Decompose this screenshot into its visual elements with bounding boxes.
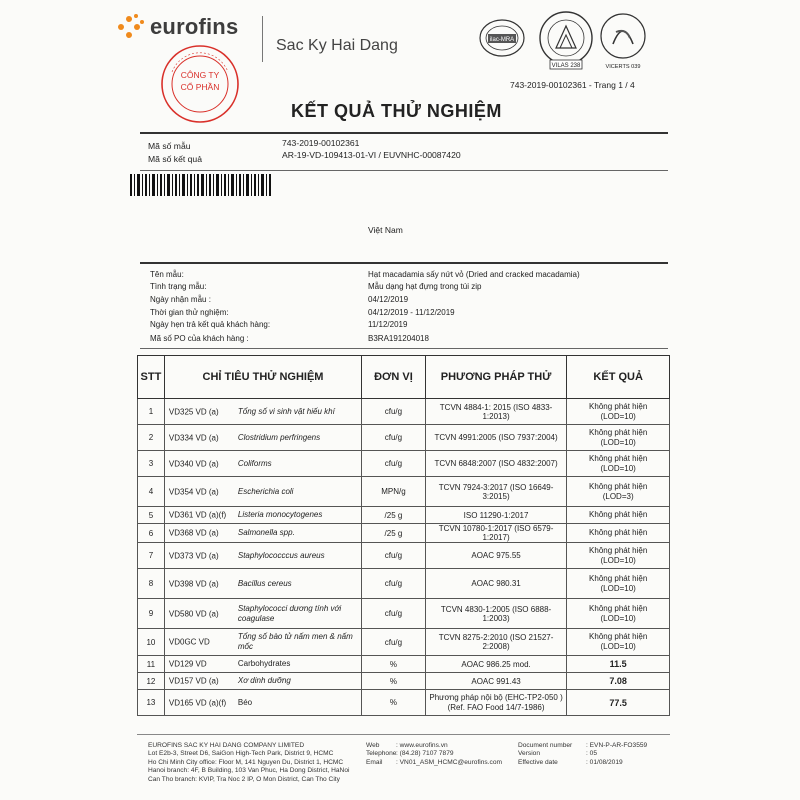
web-label: Web	[366, 742, 380, 749]
indicator-code: VD580 VD (a)	[168, 609, 219, 618]
header-indicator: CHỈ TIÊU THỬ NGHIỆM	[164, 356, 361, 399]
accreditation-seals	[478, 8, 648, 76]
row-indicator	[164, 569, 361, 599]
row-result	[567, 629, 670, 656]
indicator-code: VD398 VD (a)	[168, 579, 219, 588]
address-line-1: Lot E2b-3, Street D6, SaiGon High-Tech Park, District 9, HCMC	[148, 750, 334, 758]
stamp-line-2: CỔ PHẦN	[180, 82, 220, 92]
sample-code-value: 743-2019-00102361	[282, 138, 360, 148]
result-line-2: (LOD=10)	[600, 555, 636, 565]
sample-code-label: Mã số mẫu	[148, 141, 191, 151]
result-line-2: (LOD=10)	[600, 463, 636, 473]
footer-doc-labels	[518, 742, 572, 767]
table-row	[138, 599, 670, 629]
indicator-name: Escherichia coli	[237, 486, 294, 496]
telephone-label: Telephone	[366, 750, 397, 758]
row-method: ISO 11290-1:2017	[425, 507, 567, 524]
result-line-2: (LOD=3)	[602, 491, 634, 501]
email-value: : VN01_ASM_HCMC@eurofins.com	[396, 758, 502, 766]
info-label: Ngày nhận mẫu :	[150, 295, 211, 304]
indicator-name: Béo	[237, 697, 253, 707]
header-unit: ĐƠN VỊ	[362, 356, 426, 399]
info-row	[150, 270, 660, 280]
table-row	[138, 507, 670, 524]
row-result: 77.5	[567, 690, 670, 716]
indicator-code: VD340 VD (a)	[168, 459, 219, 468]
document-number-value: : EVN-P-AR-FO3559	[586, 742, 648, 749]
info-value: B3RA191204018	[368, 334, 429, 343]
row-method	[425, 690, 567, 716]
row-stt: 1	[138, 399, 165, 425]
barcode	[130, 174, 272, 196]
result-line-1: Không phát hiện	[589, 427, 648, 437]
footer-divider	[137, 734, 670, 735]
row-unit: cfu/g	[362, 425, 426, 451]
row-unit: %	[362, 656, 426, 673]
row-stt: 5	[138, 507, 165, 524]
table-row	[138, 451, 670, 477]
result-line-2: (LOD=10)	[600, 613, 636, 623]
indicator-name: Carbohydrates	[237, 659, 291, 668]
row-method: TCVN 6848:2007 (ISO 4832:2007)	[425, 451, 567, 477]
row-method: AOAC 986.25 mod.	[425, 656, 567, 673]
row-indicator	[164, 543, 361, 569]
table-row	[138, 399, 670, 425]
method-line-1: Phương pháp nội bộ (EHC-TP2-050 )	[429, 692, 563, 702]
indicator-code: VD361 VD (a)(f)	[168, 510, 227, 520]
sample-info-box	[140, 262, 668, 349]
effective-date-label: Effective date	[518, 758, 558, 766]
info-value: 04/12/2019	[368, 295, 409, 304]
table-row	[138, 673, 670, 690]
table-row	[138, 425, 670, 451]
indicator-name: Tổng số bào tử nấm men & nấm mốc	[237, 632, 353, 651]
vicerts-seal-text: VICERTS 039	[605, 64, 641, 70]
result-line-1: Không phát hiện	[589, 545, 648, 555]
row-result: 11.5	[567, 656, 670, 673]
indicator-code: VD373 VD (a)	[168, 551, 219, 560]
row-stt: 6	[138, 524, 165, 543]
company-name: EUROFINS SAC KY HAI DANG COMPANY LIMITED	[148, 742, 305, 749]
header-method: PHƯƠNG PHÁP THỬ	[425, 356, 567, 399]
row-method: TCVN 8275-2:2010 (ISO 21527-2:2008)	[425, 629, 567, 656]
result-line-2: (LOD=10)	[600, 437, 636, 447]
indicator-name: Staphylococci dương tính với coagulase	[237, 603, 342, 623]
row-indicator	[164, 599, 361, 629]
row-unit: cfu/g	[362, 569, 426, 599]
row-result: 7.08	[567, 673, 670, 690]
result-line-1: Không phát hiện	[589, 573, 648, 583]
info-row	[150, 295, 660, 305]
row-method: AOAC 975.55	[425, 543, 567, 569]
footer-contact-labels	[366, 742, 396, 767]
info-label: Mã số PO của khách hàng :	[150, 334, 249, 343]
row-method: TCVN 4884-1: 2015 (ISO 4833-1:2013)	[425, 399, 567, 425]
row-method: TCVN 4830-1:2005 (ISO 6888-1:2003)	[425, 599, 567, 629]
result-line-1: Không phát hiện	[589, 603, 648, 613]
company-stamp	[158, 42, 242, 126]
row-indicator	[164, 524, 361, 543]
row-method: AOAC 991.43	[425, 673, 567, 690]
table-header-row	[138, 356, 670, 399]
result-line-1: Không phát hiện	[589, 453, 648, 463]
row-indicator	[164, 477, 361, 507]
header-result: KẾT QUẢ	[567, 356, 670, 399]
method-line-2: (Ref. FAO Food 14/7-1986)	[447, 702, 545, 712]
info-row	[150, 320, 660, 330]
row-method: TCVN 10780-1:2017 (ISO 6579-1:2017)	[425, 524, 567, 543]
vicerts-seal	[601, 14, 645, 70]
country: Việt Nam	[368, 225, 403, 235]
sub-brand: Sac Ky Hai Dang	[276, 37, 398, 54]
row-stt: 11	[138, 656, 165, 673]
row-method: AOAC 980.31	[425, 569, 567, 599]
table-row	[138, 477, 670, 507]
row-result	[567, 477, 670, 507]
result-line-2: (LOD=10)	[600, 583, 636, 593]
indicator-name: Clostridium perfringens	[237, 432, 321, 442]
result-line-1: Không phát hiện	[589, 632, 648, 641]
indicator-name: Xơ dinh dưỡng	[237, 676, 291, 685]
header-stt: STT	[138, 356, 165, 399]
info-row	[150, 334, 660, 344]
row-indicator	[164, 425, 361, 451]
address-line-3: Hanoi branch: 4F, B Building, 103 Van Phuc, Ha Dong District, HaNoi	[148, 767, 350, 775]
row-result	[567, 569, 670, 599]
vilas-seal	[540, 12, 592, 69]
info-value: 04/12/2019 - 11/12/2019	[368, 308, 455, 317]
row-indicator	[164, 673, 361, 690]
row-indicator	[164, 451, 361, 477]
vilas-seal-text: VILAS 238	[551, 63, 581, 69]
row-indicator	[164, 507, 361, 524]
info-label: Ngày hẹn trả kết quả khách hàng:	[150, 320, 271, 329]
result-line-2: (LOD=10)	[600, 642, 636, 651]
indicator-code: VD157 VD (a)	[168, 676, 219, 686]
row-unit: %	[362, 673, 426, 690]
row-indicator	[164, 399, 361, 425]
web-value: : www.eurofins.vn	[396, 742, 448, 749]
table-row	[138, 543, 670, 569]
version-label: Version	[518, 750, 540, 758]
table-row	[138, 690, 670, 716]
row-unit: cfu/g	[362, 451, 426, 477]
result-line-1: Không phát hiện	[589, 510, 648, 519]
report-title: KẾT QUẢ THỬ NGHIỆM	[291, 101, 502, 121]
results-table	[137, 355, 670, 716]
email-label: Email	[366, 758, 383, 766]
result-line-1: Không phát hiện	[589, 401, 648, 411]
info-label: Thời gian thử nghiệm:	[150, 308, 229, 317]
row-result	[567, 599, 670, 629]
row-stt: 10	[138, 629, 165, 656]
info-row	[150, 308, 660, 318]
indicator-code: VD325 VD (a)	[168, 407, 219, 416]
indicator-name: Staphylococccus aureus	[237, 550, 325, 560]
row-unit: MPN/g	[362, 477, 426, 507]
row-stt: 13	[138, 690, 165, 716]
indicator-code: VD334 VD (a)	[168, 433, 219, 442]
row-stt: 9	[138, 599, 165, 629]
document-number-label: Document number	[518, 742, 573, 749]
row-stt: 8	[138, 569, 165, 599]
indicator-name: Coliforms	[237, 458, 272, 468]
header-divider	[262, 16, 263, 62]
indicator-name: Salmonella spp.	[237, 528, 295, 537]
indicator-code: VD129 VD	[168, 659, 207, 669]
version-value: : 05	[586, 750, 597, 758]
row-result	[567, 451, 670, 477]
row-result	[567, 507, 670, 524]
row-stt: 2	[138, 425, 165, 451]
row-result	[567, 524, 670, 543]
row-unit: %	[362, 690, 426, 716]
page-reference: 743-2019-00102361 - Trang 1 / 4	[510, 80, 635, 90]
result-code-value: AR-19-VD-109413-01-VI / EUVNHC-00087420	[282, 150, 461, 160]
brand-name: eurofins	[150, 14, 239, 39]
row-result	[567, 425, 670, 451]
indicator-code: VD0GC VD	[168, 637, 210, 647]
row-unit: /25 g	[362, 507, 426, 524]
indicator-code: VD165 VD (a)(f)	[168, 698, 227, 707]
table-row	[138, 629, 670, 656]
row-result	[567, 399, 670, 425]
row-unit: cfu/g	[362, 399, 426, 425]
ilac-seal-text: ilac-MRA	[489, 37, 515, 43]
row-indicator	[164, 656, 361, 673]
info-label: Tên mẫu:	[150, 270, 184, 279]
footer-company	[148, 742, 349, 784]
table-row	[138, 656, 670, 673]
row-stt: 12	[138, 673, 165, 690]
telephone-value: : (84.28) 7107 7879	[396, 750, 454, 758]
address-line-2: Ho Chi Minh City office: Floor M, 141 Nguyen Du, District 1, HCMC	[148, 758, 344, 766]
result-line-2: (LOD=10)	[600, 411, 636, 421]
row-method: TCVN 4991:2005 (ISO 7937:2004)	[425, 425, 567, 451]
row-stt: 7	[138, 543, 165, 569]
row-unit: cfu/g	[362, 543, 426, 569]
row-stt: 4	[138, 477, 165, 507]
logo-dots-icon	[118, 14, 146, 40]
info-value: 11/12/2019	[368, 320, 408, 329]
info-label: Tình trạng mẫu:	[150, 282, 207, 291]
indicator-code: VD368 VD (a)	[168, 528, 219, 538]
effective-date-value: : 01/08/2019	[586, 758, 623, 766]
result-line-1: Không phát hiện	[589, 481, 648, 491]
row-indicator	[164, 690, 361, 716]
info-row	[150, 282, 660, 292]
indicator-name: Listeria monocytogenes	[237, 510, 323, 519]
row-stt: 3	[138, 451, 165, 477]
address-line-4: Can Tho branch: KVIP, Tra Noc 2 IP, O Mon District, Can Tho City	[148, 775, 340, 783]
indicator-name: Tổng số vi sinh vật hiếu khí	[237, 406, 335, 416]
row-unit: /25 g	[362, 524, 426, 543]
footer-contact-values	[396, 742, 502, 767]
result-code-label: Mã số kết quả	[148, 154, 202, 164]
row-unit: cfu/g	[362, 599, 426, 629]
row-method: TCVN 7924-3:2017 (ISO 16649-3:2015)	[425, 477, 567, 507]
footer-doc-values	[586, 742, 647, 767]
sample-id-box	[140, 132, 668, 171]
row-indicator	[164, 629, 361, 656]
result-line-1: Không phát hiện	[589, 528, 648, 537]
table-row	[138, 569, 670, 599]
ilac-mra-seal	[480, 20, 524, 56]
indicator-name: Bacillus cereus	[237, 578, 292, 588]
row-unit: cfu/g	[362, 629, 426, 656]
eurofins-logo	[118, 14, 238, 40]
table-row	[138, 524, 670, 543]
info-value: Mẫu dạng hạt đựng trong túi zip	[368, 282, 482, 291]
row-result	[567, 543, 670, 569]
info-value: Hạt macadamia sấy nứt vỏ (Dried and cracked macadamia)	[368, 270, 580, 279]
indicator-code: VD354 VD (a)	[168, 487, 219, 496]
stamp-line-1: CÔNG TY	[180, 70, 220, 80]
